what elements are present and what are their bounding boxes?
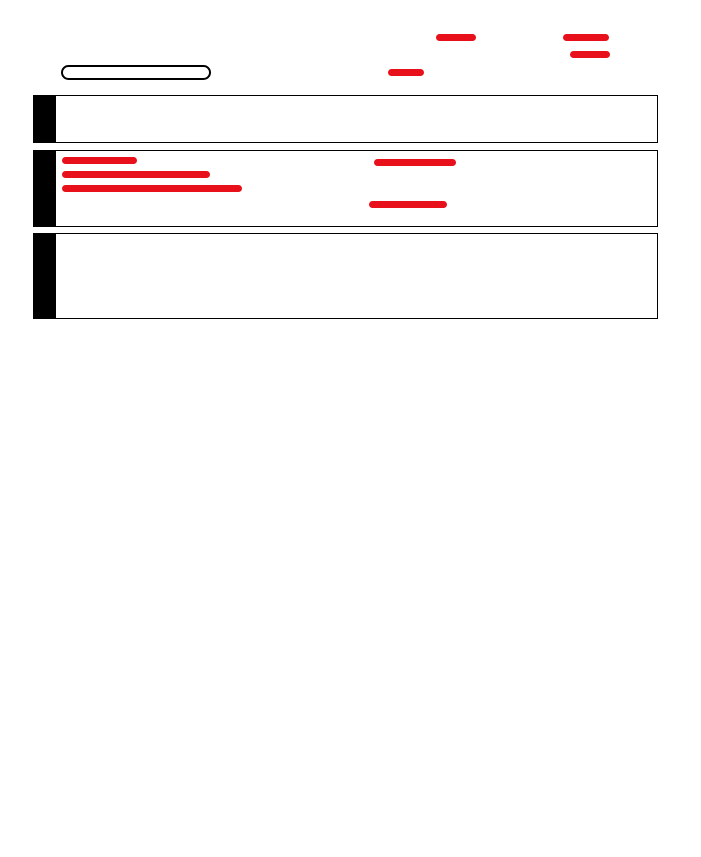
unit-sidebar	[34, 96, 56, 142]
redaction-client-address	[62, 171, 210, 178]
unit-section	[33, 95, 658, 143]
redaction-client-id	[570, 51, 610, 58]
redaction-lab-number	[436, 34, 476, 41]
logo-sub	[61, 65, 211, 80]
redaction-client-city	[62, 185, 242, 192]
redaction-phone	[374, 159, 456, 166]
redaction-code	[388, 69, 424, 76]
comments-sidebar	[34, 234, 56, 318]
client-section	[33, 150, 658, 227]
redaction-client-name	[62, 157, 137, 164]
blackstone-logo	[33, 22, 218, 82]
redaction-email	[369, 201, 447, 208]
comments-section	[33, 233, 658, 319]
redaction-unit-id	[563, 34, 609, 41]
client-sidebar	[34, 151, 56, 226]
